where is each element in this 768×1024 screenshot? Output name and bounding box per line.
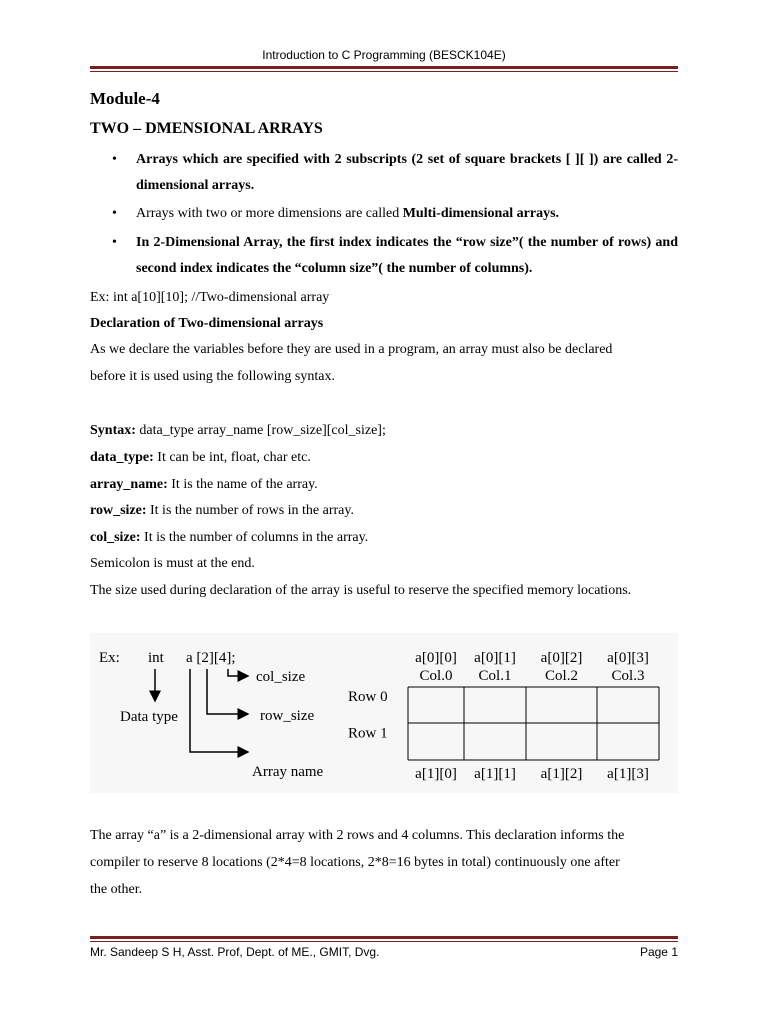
header-rule-thin <box>90 71 678 72</box>
def-label: col_size: <box>90 530 141 545</box>
def-label: row_size: <box>90 503 147 518</box>
bullet-text: Arrays with two or more dimensions are called <box>136 206 403 221</box>
declaration-para-1: As we declare the variables before they are used in a program, an array must also be declared <box>90 342 613 357</box>
bullet-item <box>112 147 678 199</box>
grid-col-label: Col.2 <box>545 668 578 684</box>
closing-line-2: compiler to reserve 8 locations (2*4=8 locations, 2*8=16 bytes in total) continuously one after <box>90 855 620 870</box>
diagram-array-name: Array name <box>252 764 324 780</box>
grid-bottom-label: a[1][1] <box>474 766 516 782</box>
arrow-array-name <box>190 669 248 752</box>
syntax-line <box>90 421 678 441</box>
diagram-svg <box>90 633 678 793</box>
closing-line-3: the other. <box>90 882 143 897</box>
grid-row-label: Row 0 <box>348 689 388 705</box>
def-data-type <box>90 448 678 468</box>
def-col-size <box>90 528 678 548</box>
arrow-col-size <box>228 669 248 676</box>
running-header: Introduction to C Programming (BESCK104E) <box>262 48 506 62</box>
bullet-item <box>112 230 678 282</box>
def-label: data_type: <box>90 450 154 465</box>
footer-rule-thin <box>90 941 678 942</box>
bullet-text: Arrays which are specified with 2 subscripts (2 set of square brackets [ ][ ]) are called 2- dimensional arrays. <box>136 152 678 193</box>
bullet-item <box>112 201 678 227</box>
def-label: array_name: <box>90 477 168 492</box>
grid-bottom-label: a[1][0] <box>415 766 457 782</box>
def-value: It is the number of rows in the array. <box>146 503 354 518</box>
grid-row-label: Row 1 <box>348 725 388 742</box>
bullet-bold: Multi-dimensional arrays. <box>402 206 560 221</box>
semicolon-note: Semicolon is must at the end. <box>90 556 255 571</box>
grid-top-label: a[0][1] <box>474 650 516 666</box>
grid-col-label: Col.1 <box>478 668 512 684</box>
grid-top-label: a[0][0] <box>415 650 457 666</box>
example-line: Ex: int a[10][10]; //Two-dimensional array <box>90 290 330 305</box>
diagram-data-type: Data type <box>120 709 178 725</box>
grid-col-label: Col.3 <box>611 668 645 684</box>
syntax-label: Syntax: <box>90 423 136 438</box>
header-rule-thick <box>90 66 678 69</box>
def-array-name <box>90 475 678 495</box>
diagram-decl: a [2][4]; <box>186 650 236 666</box>
page-footer <box>90 945 678 959</box>
bullet-dot: • <box>112 235 117 250</box>
size-note: The size used during declaration of the array is useful to reserve the specified memory locations. <box>90 583 632 598</box>
diagram-row-size: row_size <box>260 708 315 724</box>
grid-top-label: a[0][3] <box>607 650 649 666</box>
grid-top-label: a[0][2] <box>540 650 583 666</box>
diagram-col-size: col_size <box>256 669 306 685</box>
array-grid <box>348 650 659 782</box>
def-value: It is the number of columns in the array. <box>140 530 369 545</box>
diagram-ex: Ex: <box>99 650 120 666</box>
module-heading: Module-4 <box>90 89 160 108</box>
closing-line-1: The array “a” is a 2-dimensional array with 2 rows and 4 columns. This declaration informs the <box>90 828 625 843</box>
syntax-value: data_type array_name [row_size][col_size]; <box>135 423 386 438</box>
def-value: It is the name of the array. <box>167 477 318 492</box>
bullet-text: In 2-Dimensional Array, the first index indicates the “row size”( the number of rows) and second index indicates the “column size”( the number of columns). <box>136 235 678 276</box>
footer-author: Mr. Sandeep S H, Asst. Prof, Dept. of ME., GMIT, Dvg. <box>90 945 380 959</box>
grid-col-label: Col.0 <box>419 668 453 684</box>
def-row-size <box>90 501 678 521</box>
diagram-int: int <box>148 650 164 666</box>
declaration-para-2: before it is used using the following syntax. <box>90 369 335 384</box>
bullet-dot: • <box>112 152 117 167</box>
array-declaration-diagram <box>90 633 678 793</box>
declaration-heading: Declaration of Two-dimensional arrays <box>90 316 324 331</box>
grid-bottom-label: a[1][2] <box>540 766 583 782</box>
grid-bottom-label: a[1][3] <box>607 766 649 782</box>
bullet-dot: • <box>112 206 117 221</box>
def-value: It can be int, float, char etc. <box>153 450 311 465</box>
page-number: Page 1 <box>639 945 678 959</box>
footer-rule-thick <box>90 936 678 939</box>
section-title: TWO – DMENSIONAL ARRAYS <box>90 120 323 137</box>
